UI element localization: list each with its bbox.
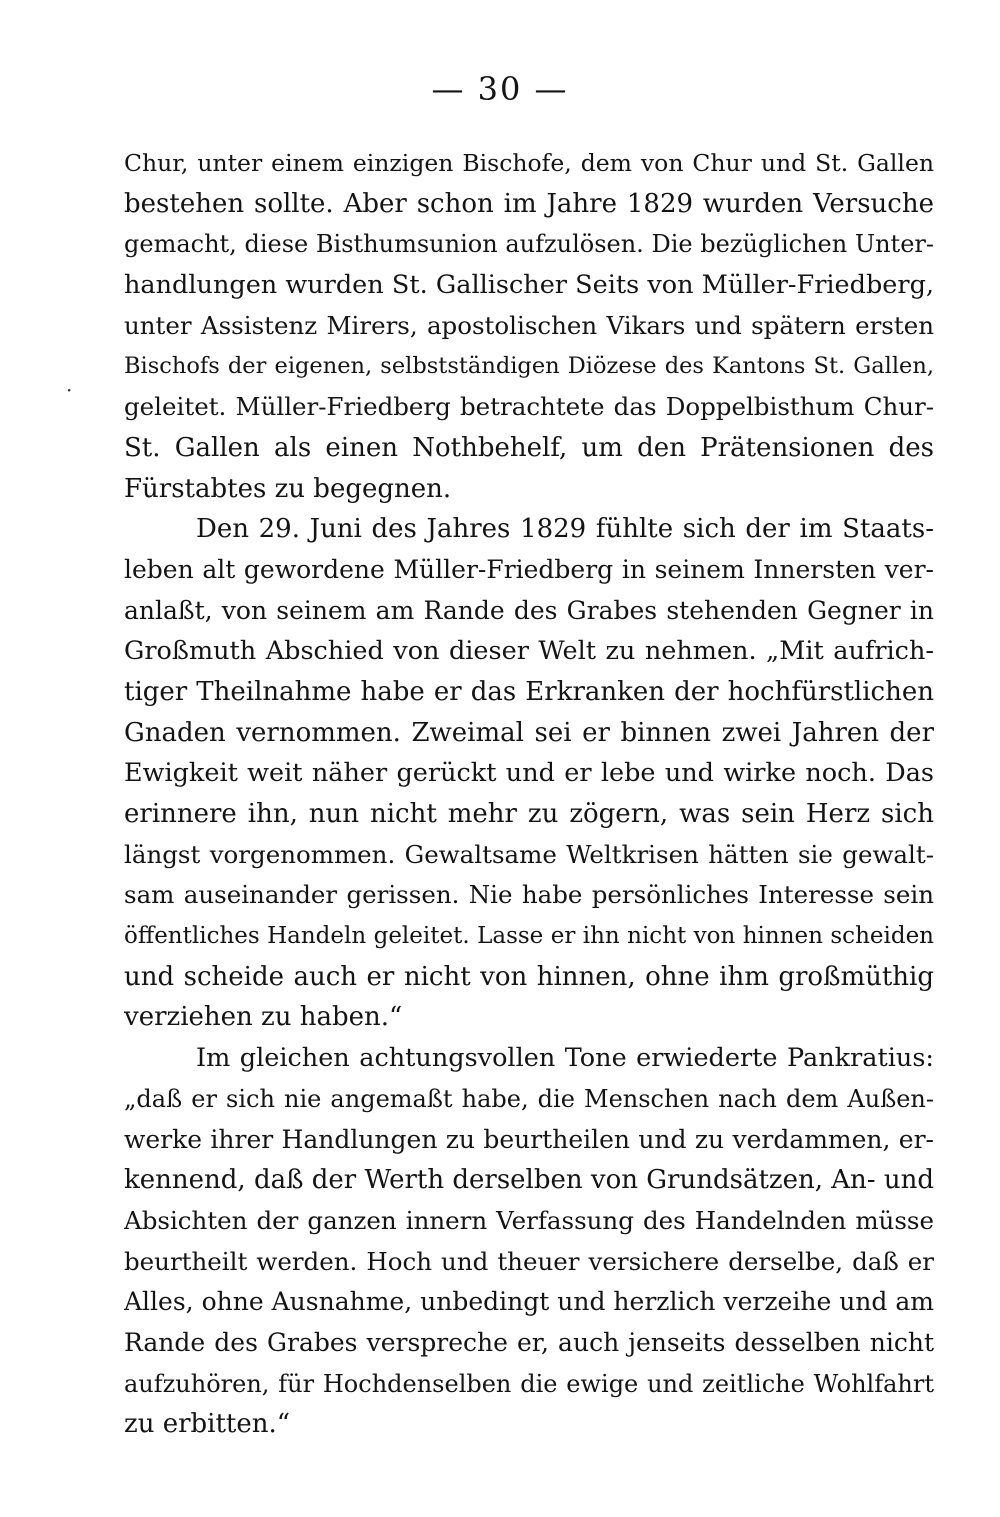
body-text — [124, 143, 934, 1445]
text-line: Gnaden vernommen. Zweimal sei er binnen zwei Jahren der — [124, 717, 934, 748]
text-line: Den 29. Juni des Jahres 1829 fühlte sich der im Staats- — [196, 514, 934, 545]
text-line: leben alt gewordene Müller-Friedberg in seinem Innersten ver- — [124, 554, 934, 584]
text-line: Bischofs der eigenen, selbstständigen Diözese des Kantons St. Gallen, — [124, 353, 934, 380]
text-line: tiger Theilnahme habe er das Erkranken der hochfürstlichen — [124, 676, 934, 707]
text-line: beurtheilt werden. Hoch und theuer versichere derselbe, daß er — [124, 1246, 934, 1276]
paragraph-1 — [124, 143, 934, 509]
text-line: Großmuth Abschied von dieser Welt zu nehmen. „Mit aufrich- — [124, 636, 934, 667]
paragraph-2 — [124, 509, 934, 1038]
margin-mark: · — [66, 378, 73, 402]
text-line: Fürstabtes zu begegnen. — [124, 473, 452, 504]
paragraph-3 — [124, 1038, 934, 1445]
text-line: Ewigkeit weit näher gerückt und er lebe und wirke noch. Das — [124, 758, 934, 789]
text-line: und scheide auch er nicht von hinnen, ohne ihm großmüthig — [124, 961, 934, 992]
text-line: längst vorgenommen. Gewaltsame Weltkrisen hätten sie gewalt- — [124, 839, 934, 869]
text-line: kennend, daß der Werth derselben von Grundsätzen, An- und — [124, 1165, 934, 1196]
text-line: unter Assistenz Mirers, apostolischen Vikars und spätern ersten — [124, 310, 934, 340]
page-number: — 30 — — [431, 70, 569, 108]
text-line: gemacht, diese Bisthumsunion aufzulösen. Die bezüglichen Unter- — [124, 230, 934, 259]
text-line: Alles, ohne Ausnahme, unbedingt und herzlich verzeihe und am — [124, 1287, 934, 1317]
text-line: sam auseinander gerissen. Nie habe persönliches Interesse sein — [124, 880, 934, 910]
text-line: Rande des Grabes verspreche er, auch jenseits desselben nicht — [124, 1327, 934, 1357]
text-line: handlungen wurden St. Gallischer Seits von Müller-Friedberg, — [124, 270, 934, 301]
text-line: werke ihrer Handlungen zu beurtheilen und zu verdammen, er- — [124, 1124, 934, 1154]
text-line: Chur, unter einem einzigen Bischofe, dem von Chur und St. Gallen — [124, 149, 934, 177]
text-line: erinnere ihn, nun nicht mehr zu zögern, was sein Herz sich — [124, 799, 934, 829]
text-line: öffentliches Handeln geleitet. Lasse er ihn nicht von hinnen scheiden — [124, 923, 934, 950]
text-line: Im gleichen achtungsvollen Tone erwiederte Pankratius: — [196, 1043, 934, 1074]
text-line: St. Gallen als einen Nothbehelf, um den Prätensionen des — [124, 432, 934, 463]
text-line: Absichten der ganzen innern Verfassung des Handelnden müsse — [124, 1205, 934, 1235]
text-line: aufzuhören, für Hochdenselben die ewige und zeitliche Wohlfahrt — [124, 1369, 934, 1398]
text-line: anlaßt, von seinem am Rande des Grabes stehenden Gegner in — [124, 595, 934, 625]
text-line: bestehen sollte. Aber schon im Jahre 1829 wurden Versuche — [124, 188, 934, 219]
text-line: zu erbitten.“ — [124, 1409, 291, 1440]
text-line: „daß er sich nie angemaßt habe, die Menschen nach dem Außen- — [124, 1084, 934, 1113]
text-line: verziehen zu haben.“ — [124, 1002, 403, 1033]
text-line: geleitet. Müller-Friedberg betrachtete das Doppelbisthum Chur- — [124, 392, 934, 422]
